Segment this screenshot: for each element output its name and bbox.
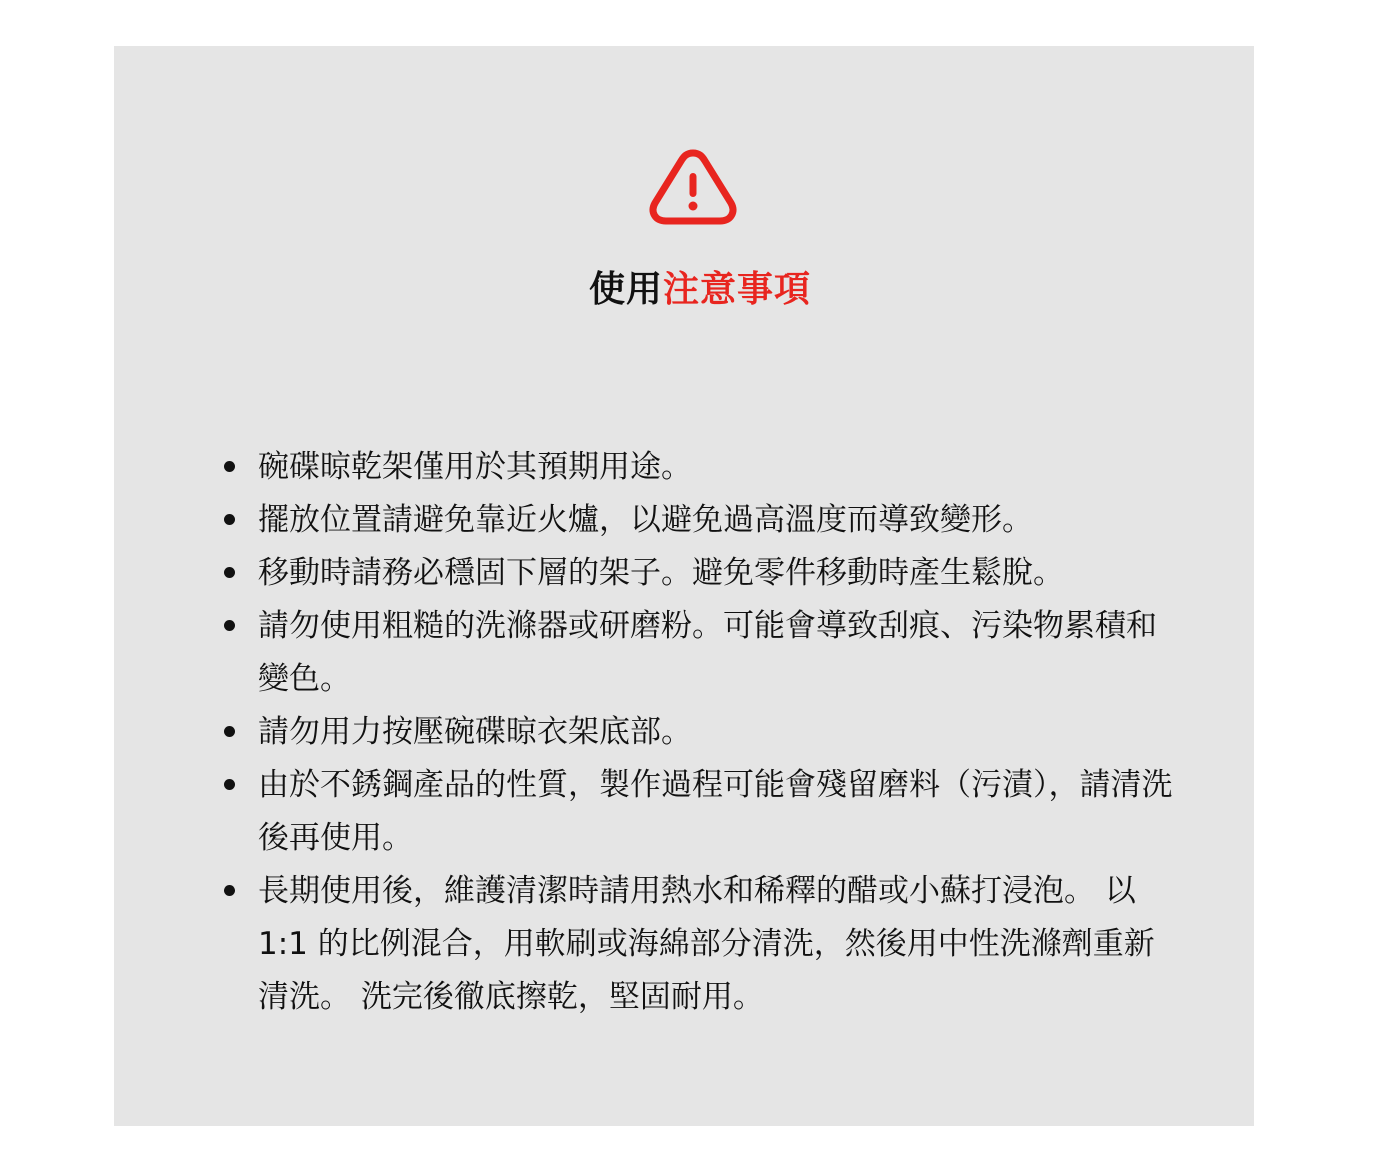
- bullet-icon: [224, 885, 235, 896]
- note-text: 長期使用後，維護清潔時請用熱水和稀釋的醋或小蘇打浸泡。 以 1:1 的比例混合，用軟刷或海綿部分清洗，然後用中性洗滌劑重新清洗。 洗完後徹底擦乾，堅固耐用。: [258, 873, 1155, 1015]
- bullet-icon: [224, 461, 235, 472]
- bullet-icon: [224, 726, 235, 737]
- bullet-icon: [224, 779, 235, 790]
- list-item: [218, 600, 1178, 706]
- note-text: 請勿用力按壓碗碟晾衣架底部。: [258, 714, 692, 750]
- note-text: 由於不銹鋼產品的性質，製作過程可能會殘留磨料（污漬），請清洗後再使用。: [258, 767, 1173, 856]
- usage-notes-list: [218, 441, 1178, 1024]
- bullet-icon: [224, 567, 235, 578]
- warning-triangle-icon: [647, 145, 739, 229]
- title-highlight: 注意事項: [663, 269, 812, 310]
- note-text: 擺放位置請避免靠近火爐，以避免過高溫度而導致變形。: [258, 502, 1033, 538]
- page-title: [0, 268, 1400, 312]
- note-text: 請勿使用粗糙的洗滌器或研磨粉。可能會導致刮痕、污染物累積和變色。: [258, 608, 1157, 697]
- bullet-icon: [224, 620, 235, 631]
- note-text: 碗碟晾乾架僅用於其預期用途。: [258, 449, 692, 485]
- list-item: [218, 441, 1178, 494]
- list-item: [218, 706, 1178, 759]
- list-item: [218, 494, 1178, 547]
- list-item: [218, 865, 1178, 1024]
- title-prefix: 使用: [588, 269, 663, 310]
- bullet-icon: [224, 514, 235, 525]
- list-item: [218, 547, 1178, 600]
- note-text: 移動時請務必穩固下層的架子。避免零件移動時產生鬆脫。: [258, 555, 1064, 591]
- list-item: [218, 759, 1178, 865]
